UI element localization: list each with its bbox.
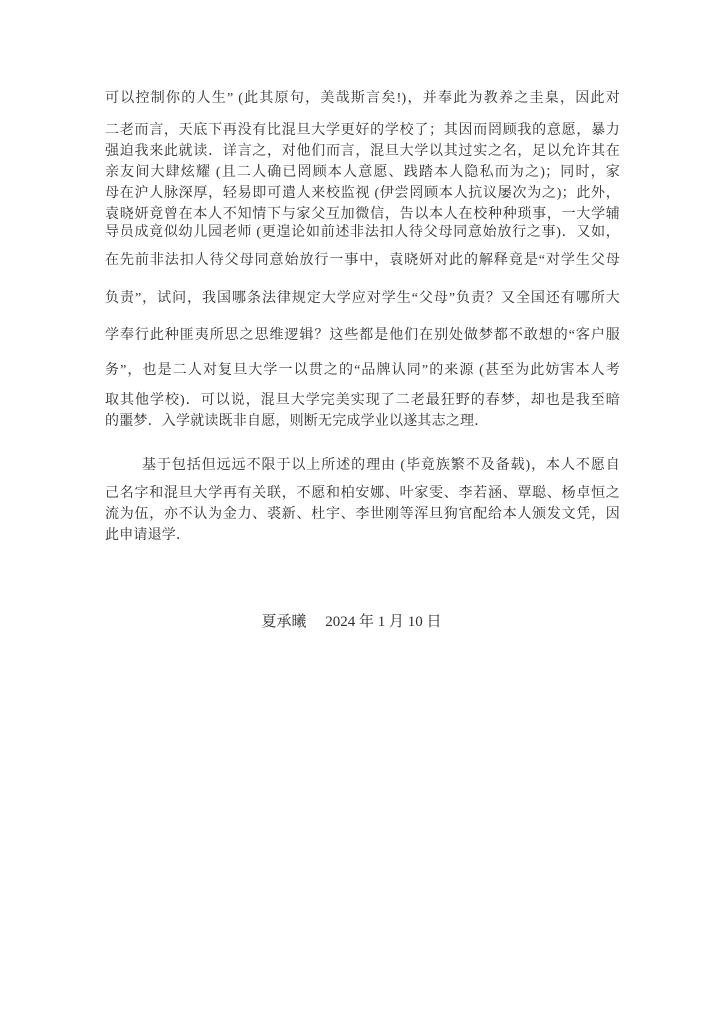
document-line: 流为伍，亦不认为金力、裘新、杜宇、李世刚等浑旦狗官配给本人颁发文凭，因 bbox=[105, 507, 620, 522]
signature-line: 夏承曦 2024 年 1 月 10 日 bbox=[261, 614, 442, 630]
document-line: 基于包括但远远不限于以上所述的理由 (毕竟族繁不及备载)，本人不愿自 bbox=[142, 458, 620, 473]
document-line: 二老而言，天底下再没有比混旦大学更好的学校了；其因而罔顾我的意愿，暴力 bbox=[105, 123, 620, 138]
document-line: 学奉行此种匪夷所思之思维逻辑？这些都是他们在别处做梦都不敢想的“客户服 bbox=[105, 328, 620, 343]
document-line: 的噩梦．入学就读既非自愿，则断无完成学业以遂其志之理． bbox=[105, 414, 489, 429]
document-line: 导员成竟似幼儿园老师 (更遑论如前述非法扣人待父母同意始放行之事)．又如， bbox=[105, 225, 620, 240]
document-line: 务”，也是二人对复旦大学一以贯之的“品牌认同”的来源 (甚至为此妨害本人考 bbox=[105, 363, 620, 378]
document-line: 可以控制你的人生” (此其原句，美哉斯言矣!)，并奉此为教养之圭臬，因此对 bbox=[105, 91, 620, 106]
document-line: 在先前非法扣人待父母同意始放行一事中，袁晓妍对此的解释竟是“对学生父母 bbox=[105, 253, 620, 268]
document-line: 袁晓妍竟曾在本人不知情下与家父互加微信，告以本人在校种种琐事，一大学辅 bbox=[105, 207, 620, 222]
document-line: 亲友间大肆炫耀 (且二人确已罔顾本人意愿、践踏本人隐私而为之)；同时，家 bbox=[105, 165, 620, 180]
document-line: 己名字和混旦大学再有关联，不愿和柏安娜、叶家雯、李若涵、覃聪、杨卓恒之 bbox=[105, 486, 620, 501]
document-line: 此申请退学． bbox=[105, 528, 191, 543]
document-line: 取其他学校)．可以说，混旦大学完美实现了二老最狂野的春梦，却也是我至暗 bbox=[105, 393, 620, 408]
document-line: 负责”，试问，我国哪条法律规定大学应对学生“父母”负责？又全国还有哪所大 bbox=[105, 291, 620, 306]
document-line: 母在沪人脉深厚，轻易即可遣人来校监视 (伊尝罔顾本人抗议屡次为之)；此外， bbox=[105, 186, 620, 201]
document-line: 强迫我来此就读．详言之，对他们而言，混旦大学以其过实之名，足以允许其在 bbox=[105, 144, 620, 159]
document-body bbox=[105, 88, 620, 546]
